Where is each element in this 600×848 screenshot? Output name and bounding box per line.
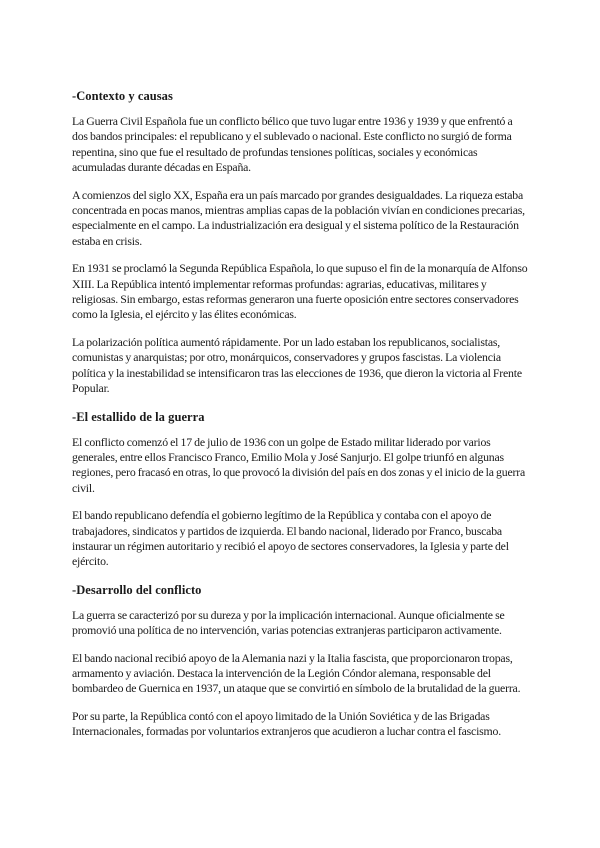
paragraph: El conflicto comenzó el 17 de julio de 1936 con un golpe de Estado militar liderado por varios generales, entre ellos Francisco Franco, Emilio Mola y José Sanjurjo. El golpe triunfó en algunas regiones, pero fracasó en otras, lo que provocó la división del país en dos zonas y el inicio de la guerra civil. bbox=[72, 434, 525, 495]
paragraph: La guerra se caracterizó por su dureza y por la implicación internacional. Aunque oficialmente se promovió una política de no intervención, varias potencias extranjeras participaron activamente. bbox=[72, 607, 505, 638]
paragraph: En 1931 se proclamó la Segunda República Española, lo que supuso el fin de la monarquía de Alfonso XIII. La República intentó implementar reformas profundas: agrarias, educativas, militares y religiosas. Sin embargo, estas reformas generaron una fuerte oposición entre sectores conservadores como la Iglesia, el ejército y las élites económicas. bbox=[72, 261, 528, 322]
paragraph: A comienzos del siglo XX, España era un país marcado por grandes desigualdades. La riqueza estaba concentrada en pocas manos, mientras amplias capas de la población vivían en condiciones precarias, especialmente en el campo. La industrialización era desigual y el sistema político de la Restauración estaba en crisis. bbox=[72, 187, 525, 248]
section-heading: -Contexto y causas bbox=[72, 89, 173, 103]
paragraph: El bando republicano defendía el gobierno legítimo de la República y contaba con el apoyo de trabajadores, sindicatos y partidos de izquierda. El bando nacional, liderado por Franco, buscaba instaurar un régimen autoritario y recibió el apoyo de sectores conservadores, la Iglesia y parte del ejército. bbox=[72, 508, 509, 569]
section-heading: -El estallido de la guerra bbox=[72, 409, 205, 424]
section-estallido-guerra bbox=[72, 409, 530, 570]
paragraph: Por su parte, la República contó con el apoyo limitado de la Unión Soviética y de las Brigadas Internacionales, formadas por voluntarios extranjeros que acudieron a luchar contra el fascismo. bbox=[72, 708, 501, 739]
paragraph: La Guerra Civil Española fue un conflicto bélico que tuvo lugar entre 1936 y 1939 y que enfrentó a dos bandos principales: el republicano y el sublevado o nacional. Este conflicto no surgió de forma repentina, sino que fue el resultado de profundas tensiones políticas, sociales y económicas acumuladas durante décadas en España. bbox=[72, 114, 513, 175]
section-contexto-causas bbox=[72, 88, 530, 397]
section-desarrollo-conflicto bbox=[72, 582, 530, 740]
paragraph: La polarización política aumentó rápidamente. Por un lado estaban los republicanos, socialistas, comunistas y anarquistas; por otro, monárquicos, conservadores y grupos fascistas. La violencia política y la inestabilidad se intensificaron tras las elecciones de 1936, que dieron la victoria al Frente Popular. bbox=[72, 334, 522, 396]
section-heading: -Desarrollo del conflicto bbox=[72, 582, 202, 597]
document-body bbox=[72, 88, 530, 752]
paragraph: El bando nacional recibió apoyo de la Alemania nazi y la Italia fascista, que proporcionaron tropas, armamento y aviación. Destaca la intervención de la Legión Cóndor alemana, responsable del bombardeo de Guernica en 1937, un ataque que se convirtió en símbolo de la brutalidad de la guerra. bbox=[72, 650, 521, 696]
